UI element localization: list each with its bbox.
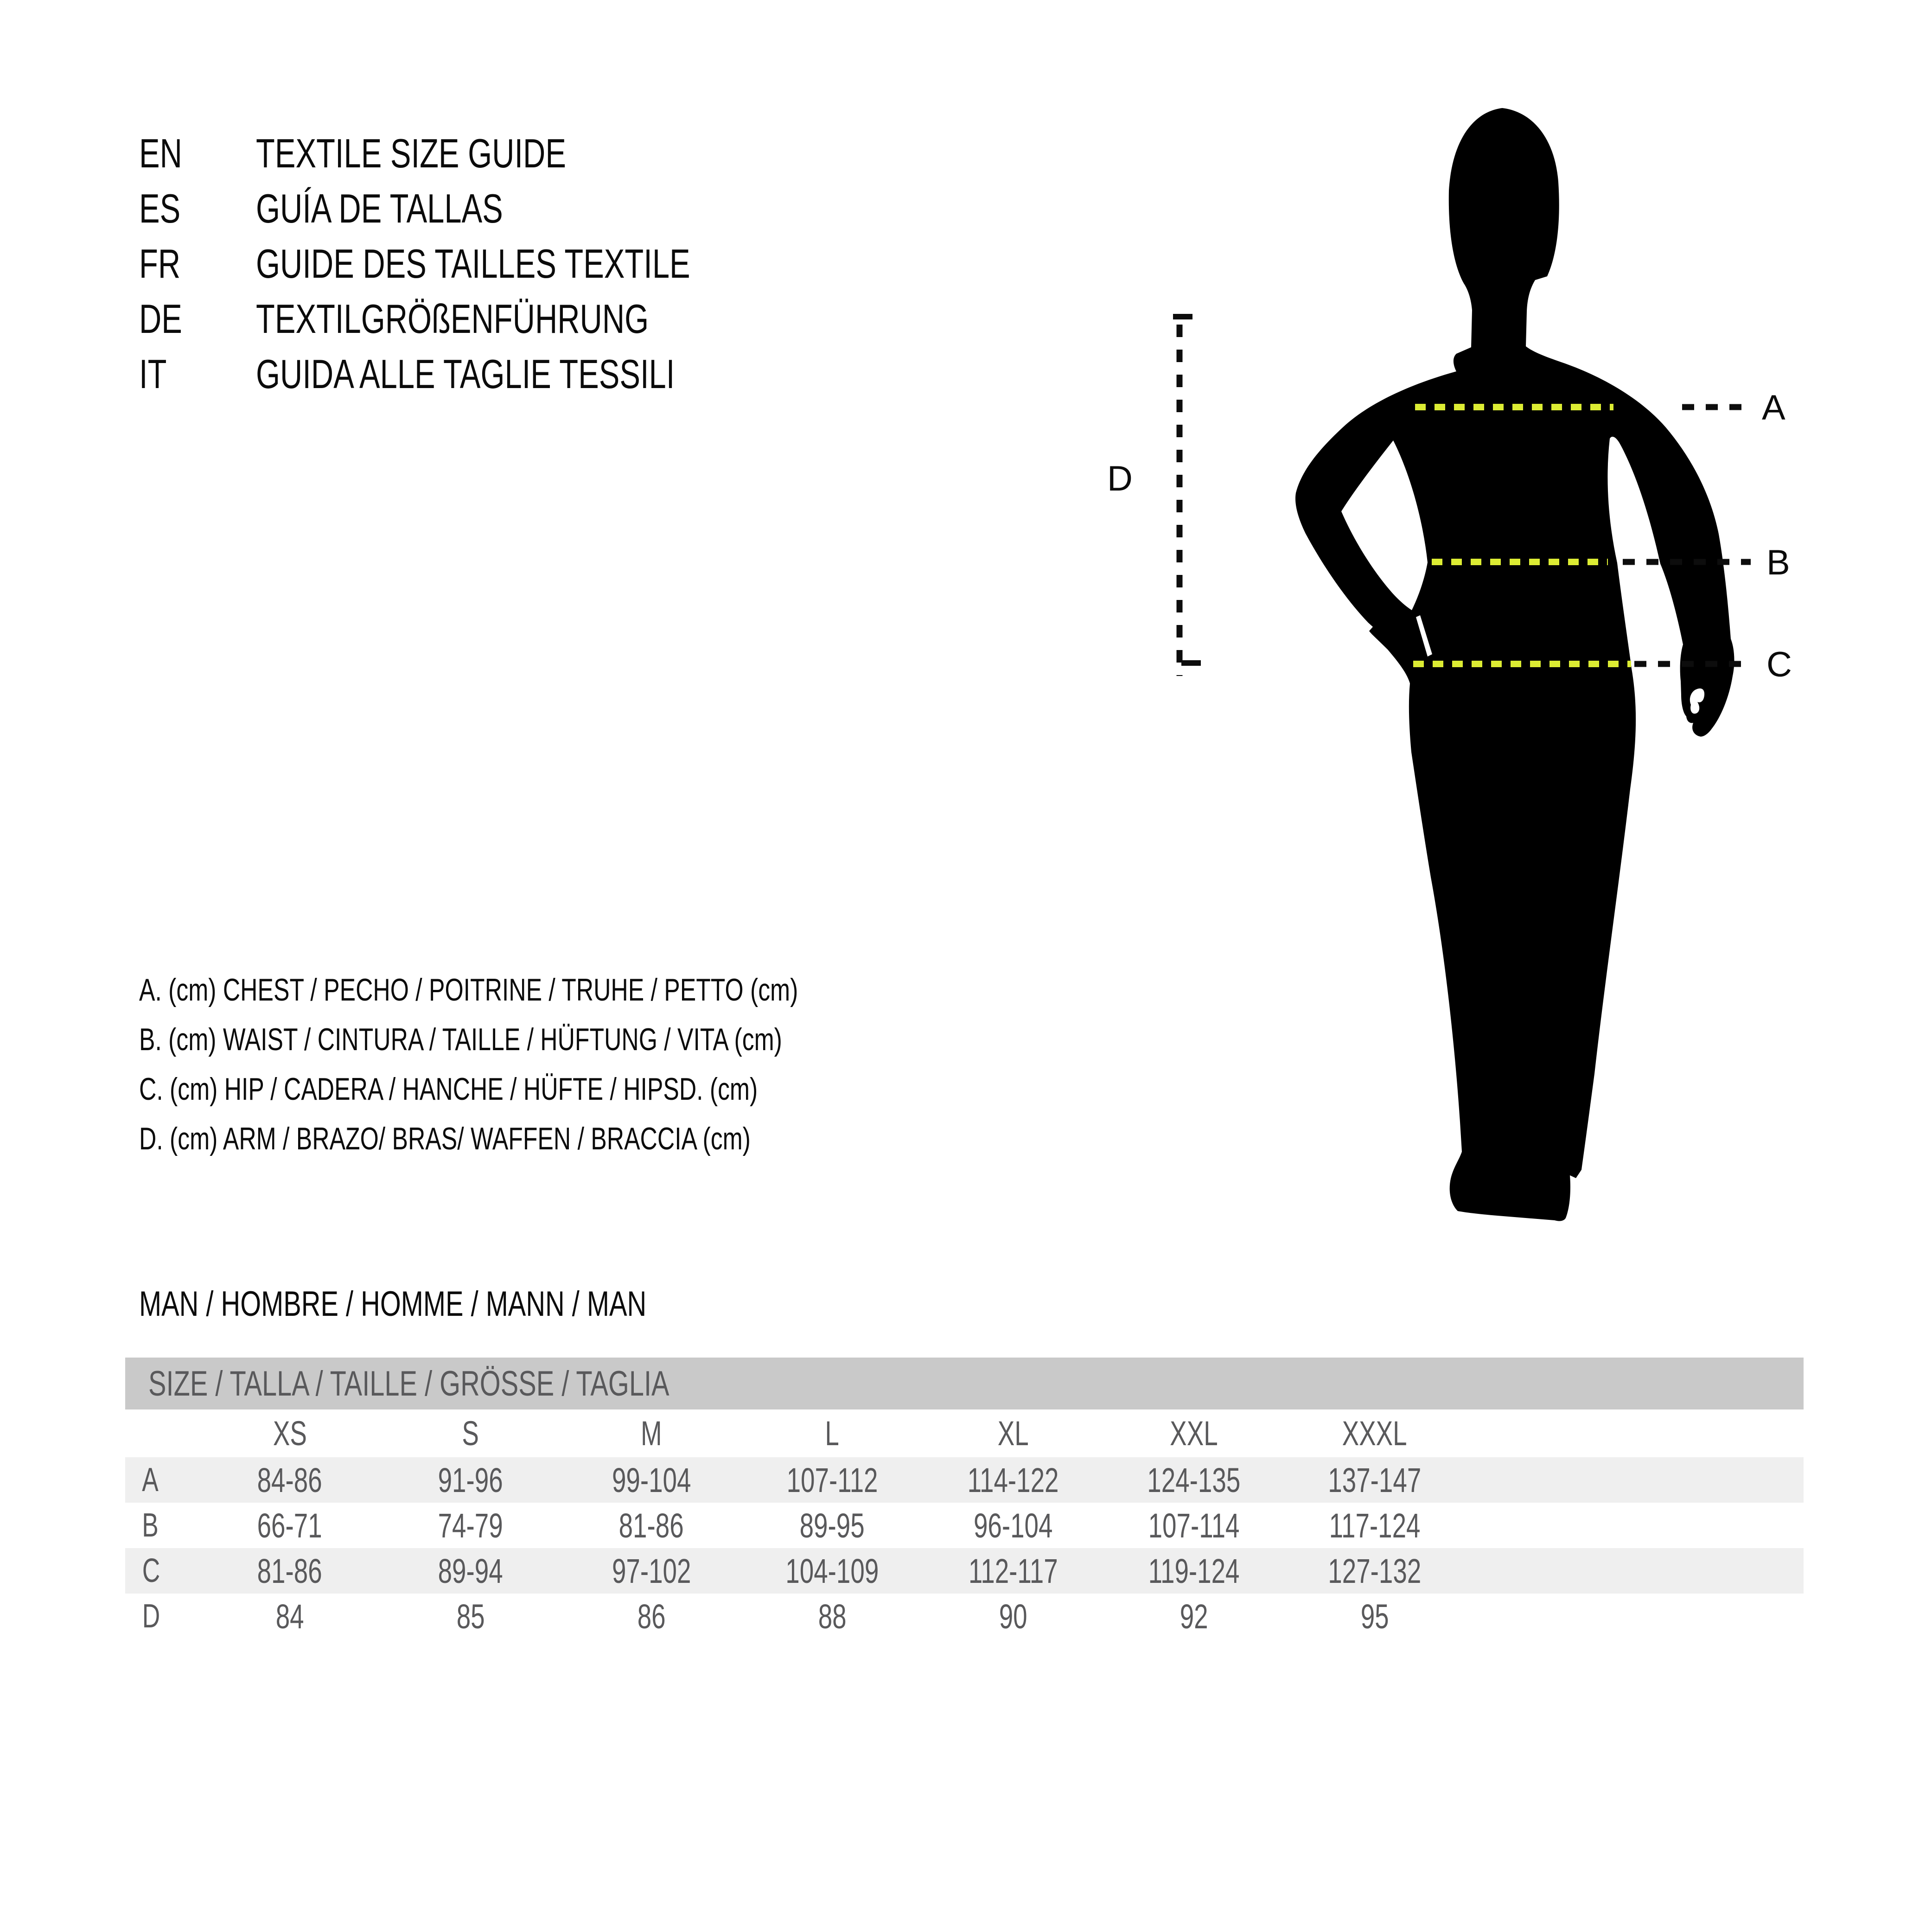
- size-col-xxl: XXL: [1170, 1414, 1218, 1453]
- table-row-arm: D 84 85 86 88 90 92 95: [142, 1597, 1389, 1636]
- row-label: C: [142, 1552, 160, 1589]
- size-table-banner: SIZE / TALLA / TAILLE / GRÖSSE / TAGLIA: [125, 1358, 1804, 1409]
- measurement-legend: [139, 965, 1006, 1163]
- guide-title-fr: GUIDE DES TAILLES TEXTILE: [256, 240, 690, 287]
- legend-waist: B. (cm) WAIST / CINTURA / TAILLE / HÜFTUNG / VITA (cm): [139, 1021, 782, 1057]
- row-label: B: [142, 1507, 159, 1544]
- legend-arm: D. (cm) ARM / BRAZO/ BRAS/ WAFFEN / BRACCIA (cm): [139, 1121, 751, 1156]
- language-code: IT: [139, 351, 167, 397]
- language-code: DE: [139, 295, 182, 342]
- guide-title-en: TEXTILE SIZE GUIDE: [256, 130, 566, 176]
- row-label: D: [142, 1598, 160, 1635]
- size-col-xxxl: XXXL: [1342, 1414, 1408, 1453]
- table-row-hip: C 81-86 89-94 97-102 104-109 112-117 119-124 127-132: [125, 1548, 1804, 1594]
- arm-label: D: [1107, 459, 1133, 498]
- language-code: EN: [139, 130, 182, 176]
- size-col-xs: XS: [273, 1414, 307, 1453]
- size-col-xl: XL: [997, 1414, 1029, 1453]
- table-row-waist: B 66-71 74-79 81-86 89-95 96-104 107-114 117-124: [142, 1506, 1421, 1545]
- size-col-m: M: [641, 1414, 662, 1453]
- gender-heading: MAN / HOMBRE / HOMME / MANN / MAN: [139, 1284, 647, 1324]
- hip-label: C: [1766, 645, 1792, 684]
- legend-chest: A. (cm) CHEST / PECHO / POITRINE / TRUHE / PETTO (cm): [139, 972, 798, 1007]
- language-code: FR: [139, 240, 181, 287]
- size-table: [125, 1358, 1804, 1639]
- language-code: ES: [139, 185, 181, 231]
- guide-title-es: GUÍA DE TALLAS: [256, 185, 503, 231]
- guide-title-it: GUIDA ALLE TAGLIE TESSILI: [256, 351, 675, 397]
- table-row-chest: A 84-86 91-96 99-104 107-112 114-122 124-135 137-147: [125, 1457, 1804, 1503]
- guide-title-de: TEXTILGRÖßENFÜHRUNG: [256, 295, 649, 342]
- legend-hip: C. (cm) HIP / CADERA / HANCHE / HÜFTE / HIPSD. (cm): [139, 1071, 758, 1107]
- row-label: A: [142, 1461, 159, 1498]
- size-header-row: [125, 1409, 1804, 1457]
- chest-label: A: [1762, 388, 1785, 427]
- waist-label: B: [1766, 543, 1790, 582]
- size-col-s: S: [462, 1414, 479, 1453]
- size-col-l: L: [825, 1414, 840, 1453]
